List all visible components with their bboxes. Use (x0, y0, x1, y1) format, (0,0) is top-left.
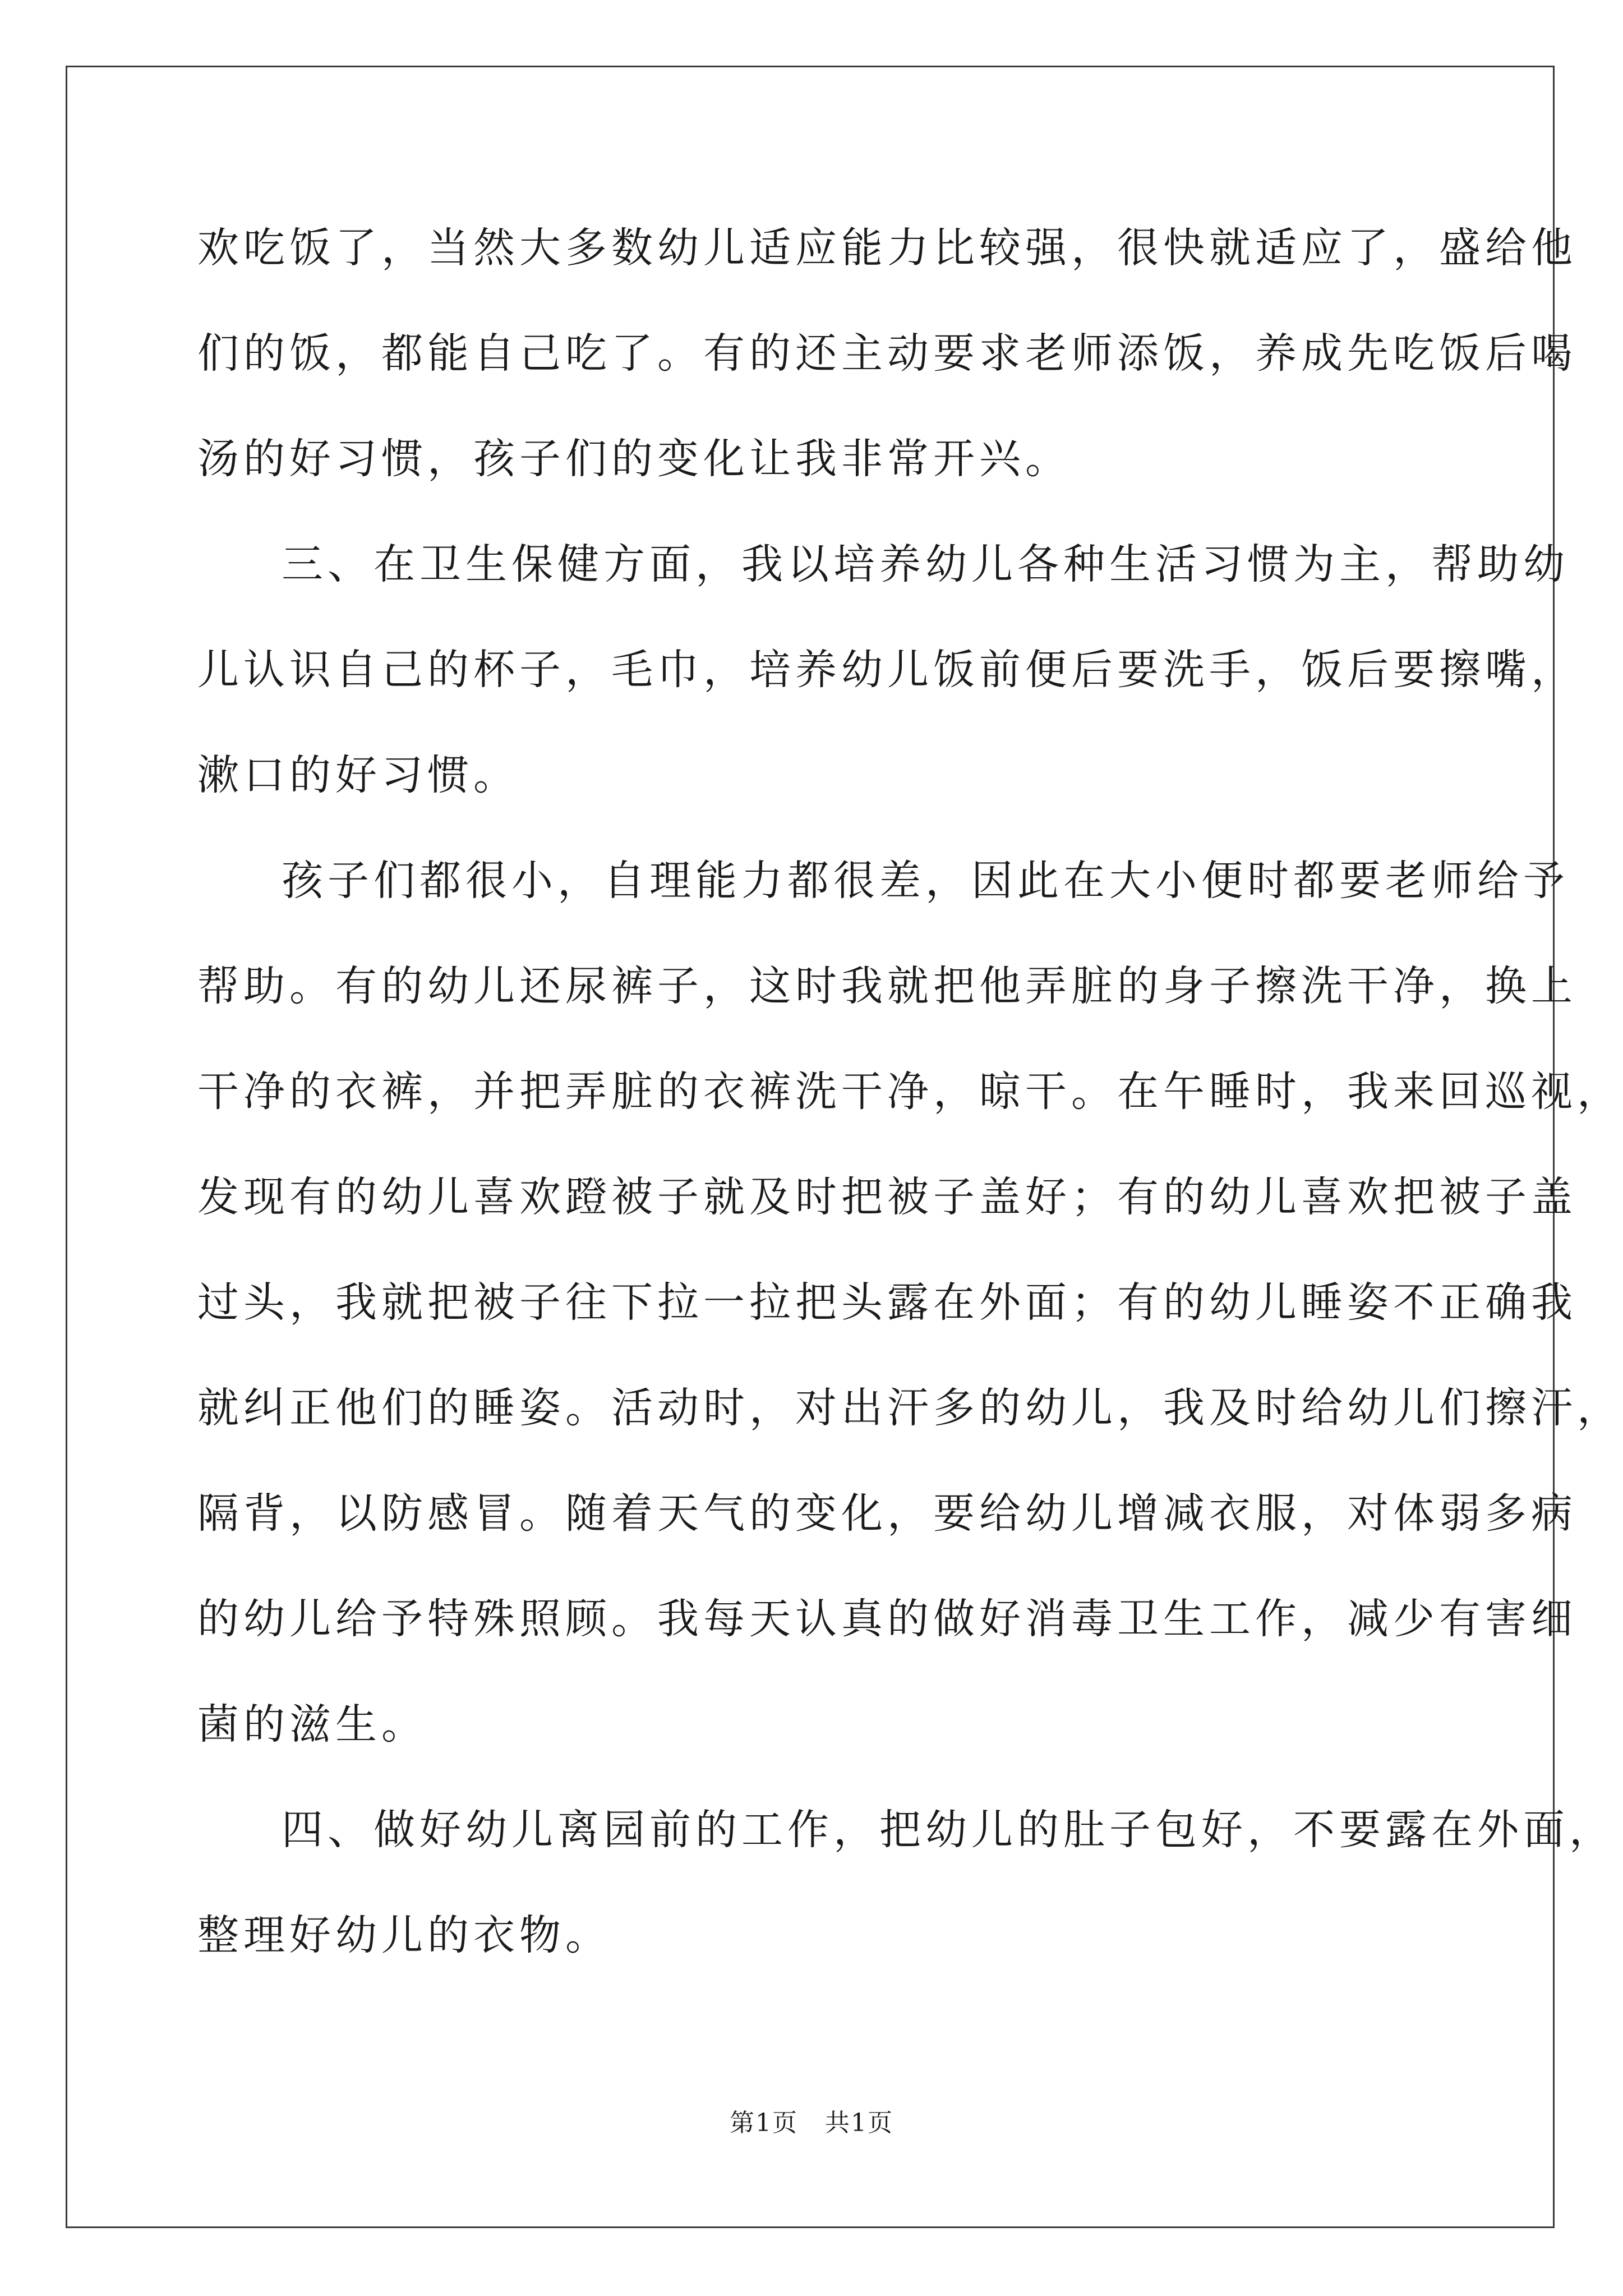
text-line: 就纠正他们的睡姿。活动时，对出汗多的幼儿，我及时给幼儿们擦汗， (197, 1384, 1623, 1432)
text-line: 发现有的幼儿喜欢蹬被子就及时把被子盖好；有的幼儿喜欢把被子盖 (197, 1173, 1577, 1221)
text-line: 菌的滋生。 (197, 1700, 427, 1749)
text-line: 汤的好习惯，孩子们的变化让我非常开兴。 (197, 435, 1071, 483)
page-number: 第1页 (730, 2109, 798, 2137)
text-line: 过头，我就把被子往下拉一拉把头露在外面；有的幼儿睡姿不正确我 (197, 1278, 1577, 1327)
text-line: 三、在卫生保健方面，我以培养幼儿各种生活习惯为主，帮助幼 (282, 540, 1569, 588)
text-line: 干净的衣裤，并把弄脏的衣裤洗干净，晾干。在午睡时，我来回巡视， (197, 1068, 1623, 1116)
text-line: 四、做好幼儿离园前的工作，把幼儿的肚子包好，不要露在外面， (282, 1806, 1615, 1854)
text-line: 欢吃饭了，当然大多数幼儿适应能力比较强，很快就适应了，盛给他 (197, 224, 1577, 272)
text-line: 漱口的好习惯。 (197, 751, 519, 799)
page-footer (0, 2106, 1623, 2140)
document-body (197, 214, 1623, 2007)
text-line: 孩子们都很小，自理能力都很差，因此在大小便时都要老师给予 (282, 857, 1569, 905)
text-line: 隔背，以防感冒。随着天气的变化，要给幼儿增减衣服，对体弱多病 (197, 1489, 1577, 1538)
text-line: 儿认识自己的杯子，毛巾，培养幼儿饭前便后要洗手，饭后要擦嘴， (197, 646, 1577, 694)
text-line: 整理好幼儿的衣物。 (197, 1911, 611, 1959)
page-total: 共1页 (825, 2109, 893, 2137)
text-line: 帮助。有的幼儿还尿裤子，这时我就把他弄脏的身子擦洗干净，换上 (197, 962, 1577, 1010)
text-line: 们的饭，都能自己吃了。有的还主动要求老师添饭，养成先吃饭后喝 (197, 329, 1577, 378)
text-line: 的幼儿给予特殊照顾。我每天认真的做好消毒卫生工作，减少有害细 (197, 1595, 1577, 1643)
